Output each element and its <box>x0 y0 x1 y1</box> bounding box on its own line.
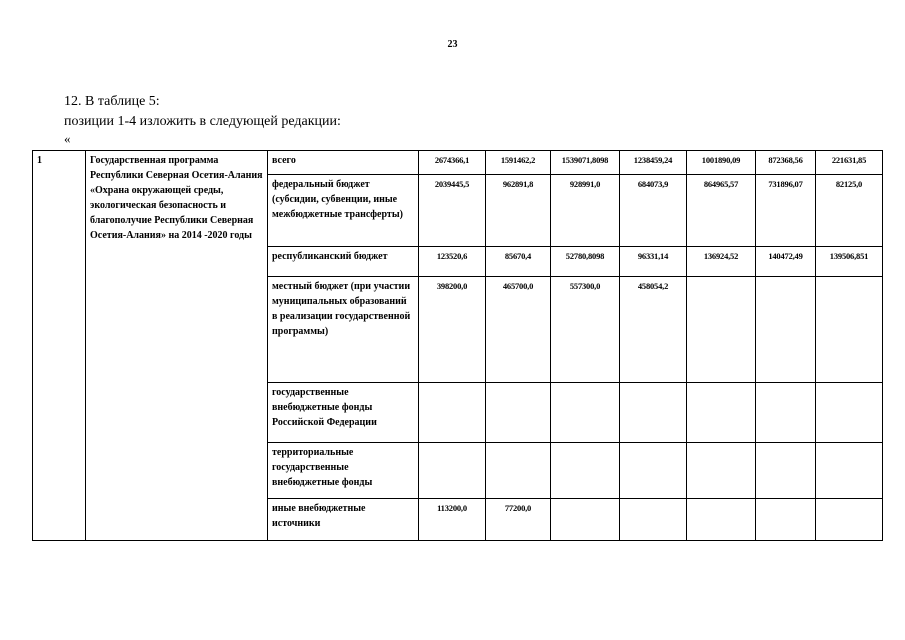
funding-source-cell: федеральный бюджет (субсидии, субвенции, иные межбюджетные трансферты) <box>268 175 419 247</box>
amount-cell <box>816 499 883 541</box>
amount-cell: 85670,4 <box>486 247 551 277</box>
amount-cell: 1591462,2 <box>486 151 551 175</box>
amount-cell <box>756 499 816 541</box>
amount-cell <box>816 277 883 383</box>
amount-cell: 684073,9 <box>620 175 687 247</box>
amount-cell <box>620 499 687 541</box>
amount-cell <box>551 383 620 443</box>
amount-cell <box>816 383 883 443</box>
amount-cell <box>756 383 816 443</box>
amount-cell: 52780,8098 <box>551 247 620 277</box>
amount-cell: 1238459,24 <box>620 151 687 175</box>
amount-cell: 113200,0 <box>419 499 486 541</box>
amount-cell: 221631,85 <box>816 151 883 175</box>
amount-cell <box>687 383 756 443</box>
funding-source-cell: иные внебюджетные источники <box>268 499 419 541</box>
amount-cell <box>486 383 551 443</box>
amount-cell <box>687 499 756 541</box>
amount-cell: 140472,49 <box>756 247 816 277</box>
row-index-cell: 1 <box>33 151 86 541</box>
budget-table <box>32 150 883 541</box>
amount-cell: 77200,0 <box>486 499 551 541</box>
amount-cell: 96331,14 <box>620 247 687 277</box>
amount-cell: 2039445,5 <box>419 175 486 247</box>
amount-cell <box>620 383 687 443</box>
amount-cell: 731896,07 <box>756 175 816 247</box>
program-name-cell: Государственная программа Республики Северная Осетия-Алания «Охрана окружающей среды, экологическая безопасность и благополучие Республики Северная Осетия-Алания» на 2014 -2020 годы <box>86 151 268 541</box>
funding-source-cell: государственные внебюджетные фонды Российской Федерации <box>268 383 419 443</box>
amount-cell <box>551 443 620 499</box>
table-row <box>33 151 883 175</box>
amount-cell: 962891,8 <box>486 175 551 247</box>
amount-cell: 465700,0 <box>486 277 551 383</box>
amount-cell <box>816 443 883 499</box>
amount-cell: 1001890,09 <box>687 151 756 175</box>
funding-source-cell: всего <box>268 151 419 175</box>
amount-cell <box>419 383 486 443</box>
page-number: 23 <box>447 39 458 50</box>
amount-cell: 557300,0 <box>551 277 620 383</box>
funding-source-cell: территориальные государственные внебюджетные фонды <box>268 443 419 499</box>
amount-cell: 928991,0 <box>551 175 620 247</box>
amount-cell: 398200,0 <box>419 277 486 383</box>
amount-cell: 82125,0 <box>816 175 883 247</box>
amount-cell <box>551 499 620 541</box>
amount-cell <box>486 443 551 499</box>
amount-cell: 136924,52 <box>687 247 756 277</box>
amount-cell: 123520,6 <box>419 247 486 277</box>
amount-cell <box>620 443 687 499</box>
amount-cell <box>756 443 816 499</box>
funding-source-cell: республиканский бюджет <box>268 247 419 277</box>
amount-cell: 864965,57 <box>687 175 756 247</box>
opening-quote-mark: « <box>64 131 71 146</box>
funding-source-cell: местный бюджет (при участии муниципальных образований в реализации государственной программы) <box>268 277 419 383</box>
amendment-instruction: позиции 1-4 изложить в следующей редакции: <box>64 114 341 129</box>
amount-cell: 2674366,1 <box>419 151 486 175</box>
amount-cell: 1539071,8098 <box>551 151 620 175</box>
amendment-item-heading: 12. В таблице 5: <box>64 94 160 109</box>
amount-cell: 139506,851 <box>816 247 883 277</box>
amount-cell: 458054,2 <box>620 277 687 383</box>
amount-cell <box>687 443 756 499</box>
amount-cell: 872368,56 <box>756 151 816 175</box>
amount-cell <box>419 443 486 499</box>
amount-cell <box>687 277 756 383</box>
amount-cell <box>756 277 816 383</box>
